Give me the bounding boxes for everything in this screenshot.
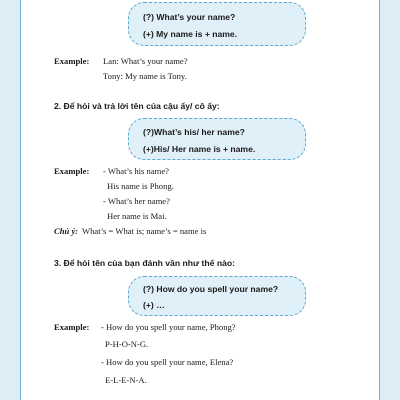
formula-question: (?) What’s your name?: [143, 12, 236, 22]
example-line: Her name is Mai.: [107, 211, 167, 221]
example-label-1: Example:: [54, 56, 90, 66]
example-line: E-L-E-N-A.: [105, 375, 147, 385]
example-label-2: Example:: [54, 166, 90, 176]
example-line: P-H-O-N-G.: [105, 339, 149, 349]
left-border-strip: [0, 0, 20, 400]
formula-answer: (+) My name is + name.: [143, 29, 238, 39]
formula-answer: (+) …: [143, 300, 165, 310]
formula-box-3: [128, 276, 306, 316]
example-line: Lan: What’s your name?: [103, 56, 188, 66]
note-label: Chú ý:: [54, 226, 79, 236]
example-label-3: Example:: [54, 322, 90, 332]
formula-answer: (+)His/ Her name is + name.: [143, 144, 256, 154]
example-line: - What’s her name?: [103, 196, 170, 206]
example-line: - What’s his name?: [103, 166, 169, 176]
example-line: Tony: My name is Tony.: [103, 71, 187, 81]
formula-box-1: [128, 2, 306, 46]
formula-box-2: [128, 118, 306, 160]
formula-question: (?)What’s his/ her name?: [143, 127, 245, 137]
example-line: - How do you spell your name, Phong?: [101, 322, 236, 332]
note-text: What’s = What is; name’s = name is: [82, 226, 207, 236]
section-heading-2: 2. Để hỏi và trả lời tên của cậu ấy/ cô ấy:: [54, 101, 220, 111]
formula-question: (?) How do you spell your name?: [143, 284, 279, 294]
example-line: - How do you spell your name, Elena?: [101, 357, 234, 367]
section-heading-3: 3. Để hỏi tên của bạn đánh vần như thế nào:: [54, 258, 235, 268]
example-line: His name is Phong.: [107, 181, 174, 191]
right-border-strip: [380, 0, 400, 400]
